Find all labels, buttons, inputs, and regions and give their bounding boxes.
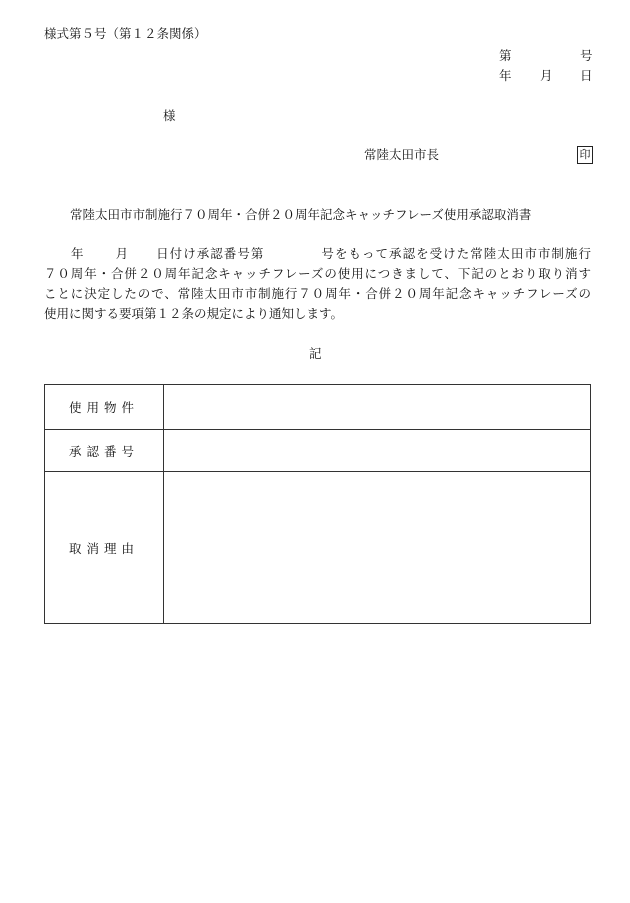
body-approval-suffix: 号をもって承認を受けた常陸太田市市制施行 [320, 246, 591, 261]
body-approval-prefix: 日付け承認番号第 [155, 246, 265, 261]
body-line-1 [44, 248, 591, 261]
body-line-3: ことに決定したので、常陸太田市市制施行７０周年・合併２０周年記念キャッチフレーズの [44, 286, 591, 301]
row-label-usage-item: 使用物件 [45, 385, 164, 430]
row-label-approval-number: 承認番号 [45, 430, 164, 472]
number-prefix: 第 [499, 48, 512, 63]
table-row [45, 430, 591, 472]
row-value-usage-item[interactable] [164, 385, 591, 430]
date-day: 日 [580, 68, 593, 83]
form-number: 様式第５号（第１２条関係） [44, 26, 207, 41]
record-table [44, 384, 591, 624]
row-value-approval-number[interactable] [164, 430, 591, 472]
number-suffix: 号 [580, 48, 593, 63]
body-year: 年 [70, 246, 85, 261]
row-label-cancel-reason: 取消理由 [45, 472, 164, 624]
table-row [45, 472, 591, 624]
seal-mark: 印 [577, 146, 593, 164]
ki-heading: 記 [309, 346, 322, 361]
row-value-cancel-reason[interactable] [164, 472, 591, 624]
issuer-name: 常陸太田市長 [364, 147, 440, 162]
body-line-2: ７０周年・合併２０周年記念キャッチフレーズの使用につきまして、下記のとおり取り消す [44, 266, 591, 281]
body-month: 月 [114, 246, 130, 261]
date-year: 年 [499, 68, 512, 83]
addressee-honorific: 様 [163, 108, 176, 123]
document-title: 常陸太田市市制施行７０周年・合併２０周年記念キャッチフレーズ使用承認取消書 [70, 207, 532, 222]
body-line-4: 使用に関する要項第１２条の規定により通知します。 [44, 306, 344, 321]
table-row [45, 385, 591, 430]
date-month: 月 [540, 68, 553, 83]
